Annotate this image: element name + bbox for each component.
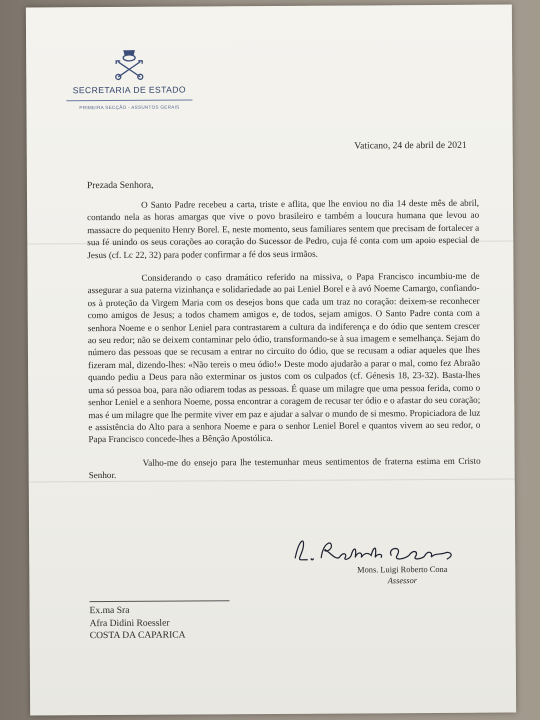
letter-body [87,197,481,493]
signatory-name: Mons. Luigi Roberto Cona [357,564,448,575]
body-paragraph: Valho-me do ensejo para lhe testemunhar meus sentimentos de fraterna estima em Cristo Senhor. [88,455,481,481]
recipient-name: Afra Didini Roessler [89,617,170,629]
letter-date: Vaticano, 24 de abril de 2021 [354,139,467,152]
handwritten-signature [287,533,467,566]
letterhead-rule [66,99,192,101]
salutation: Prezada Senhora, [86,179,154,192]
letterhead [54,48,204,110]
recipient-divider [89,600,229,602]
papal-keys-emblem-icon [112,49,146,81]
recipient-locality: COSTA DA CAPARICA [89,629,186,642]
body-paragraph: Considerando o caso dramático referido na missiva, o Papa Francisco incumbiu-me de assegurar a sua paterna vizinhança e solidariedade ao pai Leniel Borel e à avó Noeme Camargo, confiando-os à proteção da Virgem Maria com os desejos bons que cada um traz no coração: deixem-se reconhecer como amigos de Jesus; a todos chamem amigos e, de todos, sejam amigos. O Santo Padre conta com a senhora Noeme e o senhor Leniel para contrastarem a cultura da indiferença e do ódio que sentem crescer ao seu redor; não se deixem contaminar pelo ódio, transformando-se à sua imagem e semelhança. Sejam do número das pessoas que se recusam a entrar no circuito do ódio, que se recusam a odiar aqueles que lhes fizeram mal, dizendo-lhes: «Não tereis o meu ódio!» Deste modo ajudarão a parar o mal, como fez Abraão quando pediu a Deus para não exterminar os justos com os culpados (cf. Génesis 18, 23-32). Basta-lhes uma só pessoa boa, para não odiarem todas as pessoas. É quase um milagre que uma pessoa ferida, como o senhor Leniel e a senhora Noeme, possa encontrar a coragem de recusar ter ódio e o afastar do seu coração; mas é um milagre que lhe permite viver em paz e ajudar a salvar o mundo de si mesmo. Propiciadora de luz e assistência do Alto para a senhora Noeme e para o senhor Leniel Borel e quantos vivem ao seu redor, o Papa Francisco concede-lhes a Bênção Apostólica. [87,270,481,445]
letterhead-name: SECRETARIA DE ESTADO [72,84,186,96]
recipient-block [89,605,185,643]
letter-sheet [26,5,516,716]
signatory-title: Assessor [387,576,418,586]
recipient-honorific: Ex.ma Sra [89,604,130,617]
body-paragraph: O Santo Padre recebeu a carta, triste e aflita, que lhe enviou no dia 14 deste mês de abril, contando nela as horas amargas que vive o povo brasileiro e também a loucura humana que levou ao massacre do pequenito Henry Borel. E, neste momento, seus familiares sentem que precisam de fortalecer a sua fé unindo os seus corações ao coração do Sucessor de Pedro, cuja fé conta com um apoio especial de Jesus (cf. Lc 22, 32) para poder confirmar a fé dos seus irmãos. [87,197,480,260]
letterhead-section: PRIMEIRA SECÇÃO - ASSUNTOS GERAIS [79,104,180,111]
